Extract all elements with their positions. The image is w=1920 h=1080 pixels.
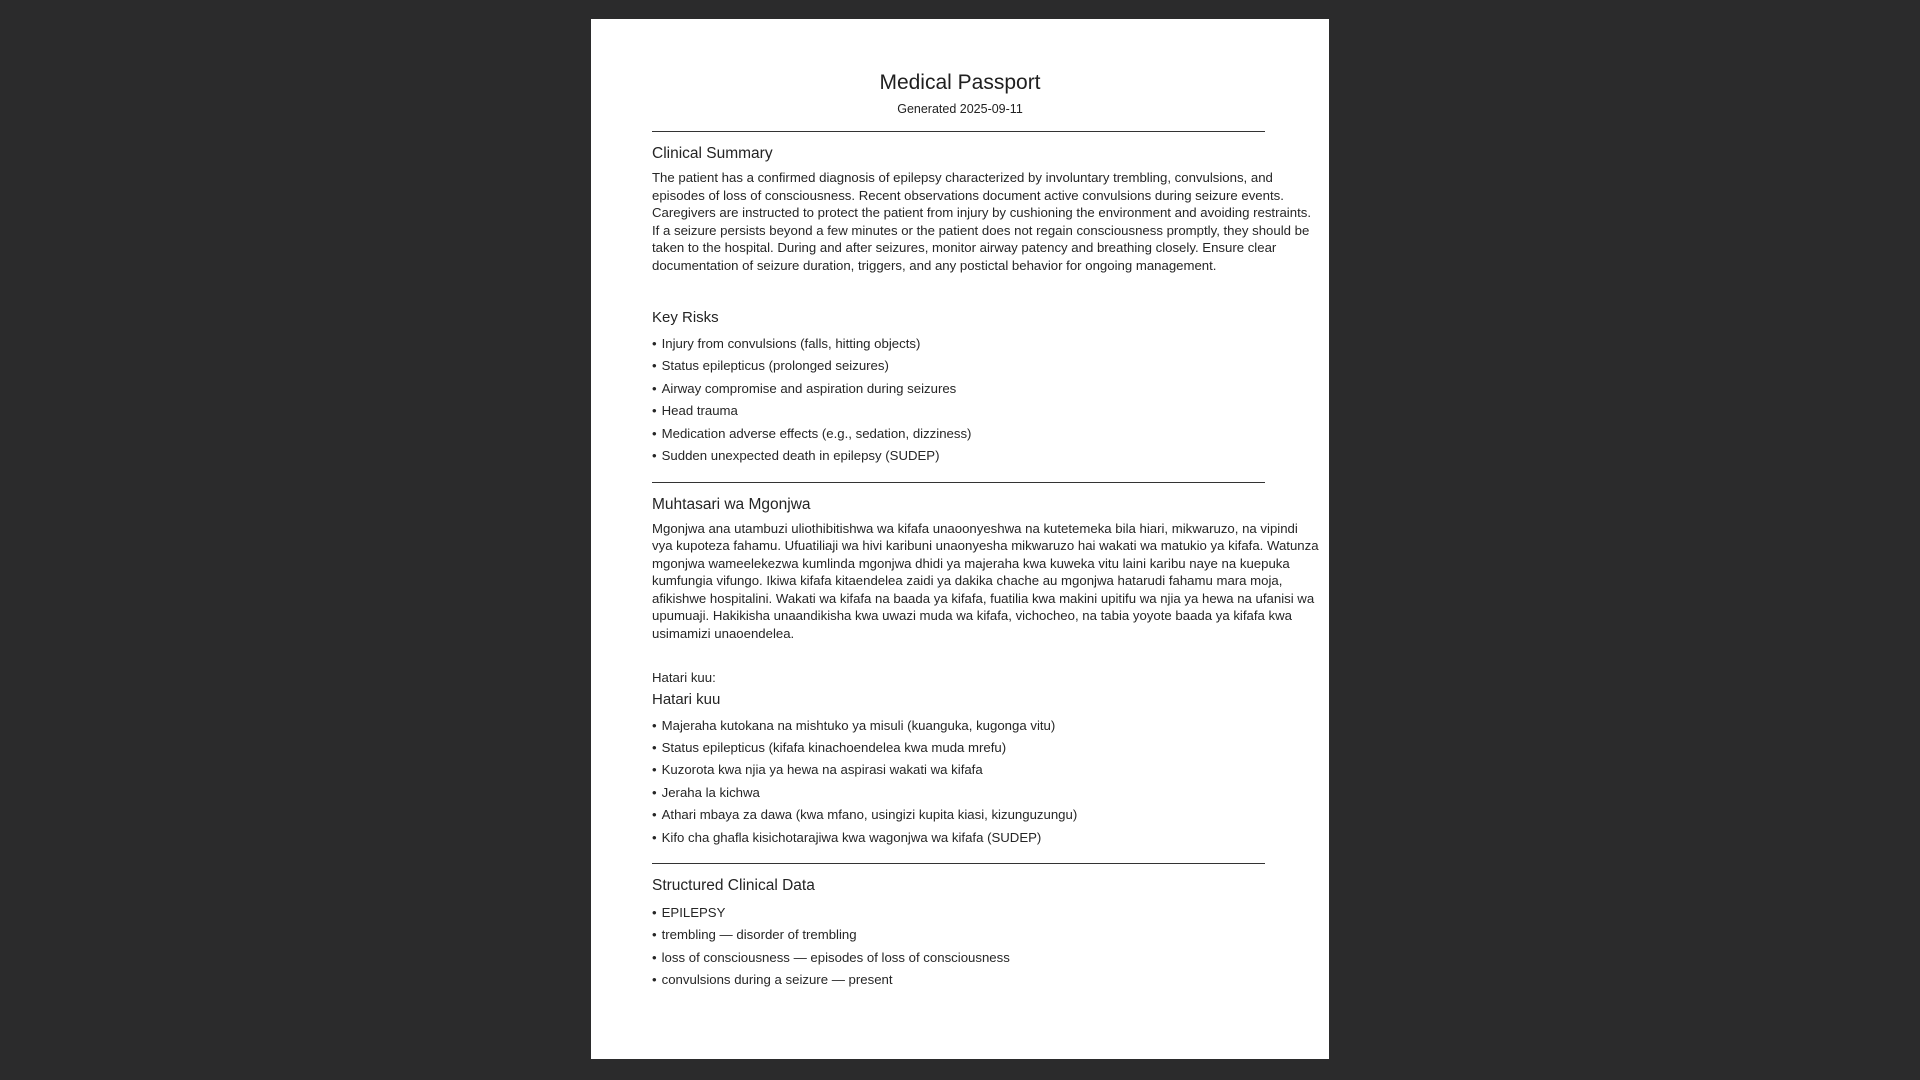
bullet-marker: • <box>652 807 657 823</box>
bullet-marker: • <box>652 403 657 419</box>
document-header <box>591 19 1329 117</box>
swahili-risks-list <box>652 717 1321 847</box>
list-item-text: Majeraha kutokana na mishtuko ya misuli (kuanguka, kugonga vitu) <box>661 717 1056 733</box>
bullet-marker: • <box>652 336 657 351</box>
list-item-text: Status epilepticus (kifafa kinachoendelea kwa muda mrefu) <box>661 739 1007 755</box>
list-item-text: convulsions during a seizure — present <box>661 972 893 988</box>
list-item <box>652 904 1321 922</box>
bullet-marker: • <box>652 972 657 988</box>
list-item <box>652 739 1321 757</box>
list-item <box>652 447 1321 465</box>
bullet-marker: • <box>652 927 657 943</box>
bullet-marker: • <box>652 784 657 800</box>
list-item <box>652 806 1321 824</box>
list-item <box>652 402 1321 420</box>
document-body <box>591 131 1329 989</box>
list-item <box>652 926 1321 944</box>
key-risks-list <box>652 335 1321 465</box>
list-item <box>652 949 1321 967</box>
structured-data-heading: Structured Clinical Data <box>652 877 815 895</box>
generated-date: Generated 2025-09-11 <box>897 102 1023 116</box>
section-divider <box>652 482 1265 483</box>
bullet-marker: • <box>652 358 657 374</box>
document-title: Medical Passport <box>879 71 1041 94</box>
list-item-text: Kifo cha ghafla kisichotarajiwa kwa wagonjwa wa kifafa (SUDEP) <box>661 829 1042 845</box>
list-item-text: Sudden unexpected death in epilepsy (SUDEP) <box>661 447 940 463</box>
list-item-text: Medication adverse effects (e.g., sedation, dizziness) <box>661 425 972 441</box>
list-item-text: Athari mbaya za dawa (kwa mfano, usingizi kupita kiasi, kizunguzungu) <box>661 807 1078 823</box>
list-item <box>652 829 1321 847</box>
clinical-summary-heading: Clinical Summary <box>652 145 773 162</box>
list-item-text: EPILEPSY <box>661 905 726 921</box>
bullet-marker: • <box>652 447 657 463</box>
list-item <box>652 335 1321 353</box>
clinical-summary-text: The patient has a confirmed diagnosis of epilepsy characterized by involuntary trembling, convulsions, and episodes of loss of consciousness. Recent observations document active convulsions during seizure events. Caregivers are instructed to protect the patient from injury by cushioning the environment and avoiding restraints. If a seizure persists beyond a few minutes or the patient does not regain consciousness promptly, they should be taken to the hospital. During and after seizures, monitor airway patency and breathing closely. Ensure clear documentation of seizure duration, triggers, and any postictal behavior for ongoing management. <box>652 170 1311 273</box>
list-item-text: Airway compromise and aspiration during seizures <box>661 380 957 396</box>
bullet-marker: • <box>652 717 657 733</box>
bullet-marker: • <box>652 949 657 965</box>
list-item <box>652 425 1321 443</box>
bullet-marker: • <box>652 380 657 396</box>
list-item <box>652 357 1321 375</box>
list-item <box>652 761 1321 779</box>
list-item-text: Injury from convulsions (falls, hitting objects) <box>661 336 921 351</box>
list-item-text: Status epilepticus (prolonged seizures) <box>661 358 889 374</box>
list-item-text: trembling — disorder of trembling <box>661 927 857 943</box>
swahili-risks-intro: Hatari kuu: <box>652 670 716 686</box>
list-item <box>652 717 1321 735</box>
structured-data-list <box>652 904 1321 989</box>
key-risks-heading: Key Risks <box>652 309 719 326</box>
list-item-text: Jeraha la kichwa <box>661 784 760 800</box>
list-item <box>652 380 1321 398</box>
list-item <box>652 971 1321 989</box>
section-divider <box>652 863 1265 864</box>
list-item <box>652 784 1321 802</box>
bullet-marker: • <box>652 905 657 921</box>
bullet-marker: • <box>652 829 657 845</box>
swahili-risks-heading: Hatari kuu <box>652 690 721 708</box>
list-item-text: Head trauma <box>661 403 738 419</box>
list-item-text: loss of consciousness — episodes of loss of consciousness <box>661 949 1010 965</box>
swahili-summary-heading: Muhtasari wa Mgonjwa <box>652 495 811 513</box>
bullet-marker: • <box>652 425 657 441</box>
document-page <box>591 19 1329 1059</box>
section-divider <box>652 131 1265 132</box>
swahili-summary-text: Mgonjwa ana utambuzi uliothibitishwa wa kifafa unaoonyeshwa na kutetemeka bila hiari, mikwaruzo, na vipindi vya kupoteza fahamu. Ufuatiliaji wa hivi karibuni unaonyesha mikwaruzo hai wakati wa matukio ya kifafa. Watunza mgonjwa wameelekezwa kumlinda mgonjwa dhidi ya majeraha kwa kuweka vitu laini karibu naye na kuepuka kumfungia vifungo. Ikiwa kifafa kitaendelea zaidi ya dakika chache au mgonjwa hatarudi fahamu mara moja, afikishwe hospitalini. Wakati wa kifafa na baada ya kifafa, fuatilia kwa makini upitifu wa njia ya hewa na ufanisi wa upumuaji. Hakikisha unaandikisha kwa uwazi muda wa kifafa, vichocheo, na tabia yoyote baada ya kifafa kwa usimamizi unaoendelea. <box>652 520 1319 641</box>
bullet-marker: • <box>652 762 657 778</box>
list-item-text: Kuzorota kwa njia ya hewa na aspirasi wakati wa kifafa <box>661 762 983 778</box>
bullet-marker: • <box>652 739 657 755</box>
